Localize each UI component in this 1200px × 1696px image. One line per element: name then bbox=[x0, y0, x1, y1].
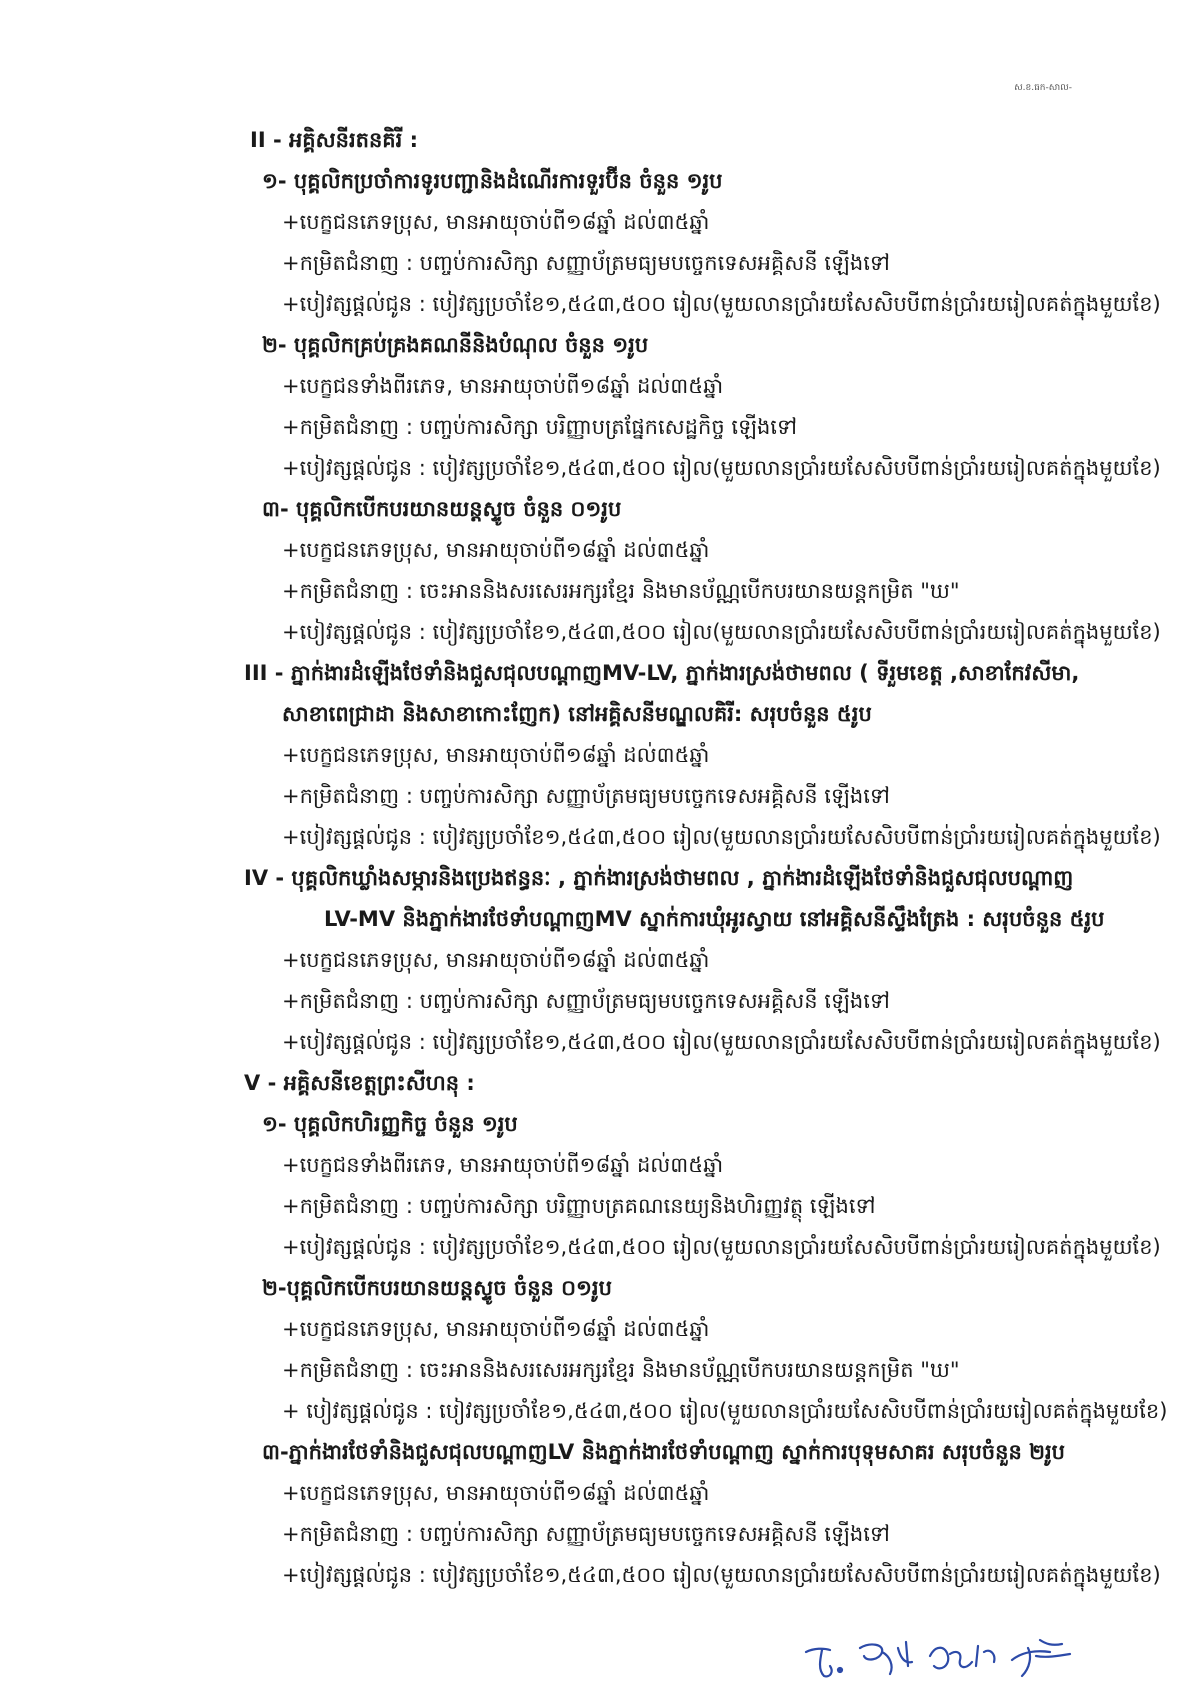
detail-line: + បៀវត្សផ្តល់ជូន : បៀវត្សប្រចាំខែ១,៥៤៣,៥០០ រៀល(មួយលានប្រាំរយសែសិបបីពាន់ប្រាំរយរៀលគត់ក្នុងមួយខែ) bbox=[282, 1399, 1168, 1423]
detail-line: +កម្រិតជំនាញ : បញ្ចប់ការសិក្សា សញ្ញាប័ត្រមធ្យមបច្ចេកទេសអគ្គិសនី ឡើងទៅ bbox=[282, 251, 890, 275]
section-heading: ២- បុគ្គលិកគ្រប់គ្រងគណនីនិងបំណុល ចំនួន ១រូប bbox=[262, 333, 649, 357]
detail-line: +កម្រិតជំនាញ : ចេះអាននិងសរសេរអក្សរខ្មែរ និងមានប័ណ្ណបើកបរយានយន្តកម្រិត "ឃ" bbox=[282, 579, 960, 603]
detail-line: +កម្រិតជំនាញ : បញ្ចប់ការសិក្សា សញ្ញាប័ត្រមធ្យមបច្ចេកទេសអគ្គិសនី ឡើងទៅ bbox=[282, 784, 890, 808]
section-heading: ៣- បុគ្គលិកបើកបរយានយន្តស្ទូច ចំនួន ០១រូប bbox=[262, 497, 622, 521]
detail-line: +កម្រិតជំនាញ : ចេះអាននិងសរសេរអក្សរខ្មែរ និងមានប័ណ្ណបើកបរយានយន្តកម្រិត "ឃ" bbox=[282, 1358, 960, 1382]
detail-line: +បេក្ខជនភេទប្រុស, មានអាយុចាប់ពី១៨ឆ្នាំ ដល់៣៥ឆ្នាំ bbox=[282, 538, 710, 562]
section-heading: ១- បុគ្គលិកប្រចាំការទូរបញ្ជានិងដំណើរការទួរប៊ីន ចំនួន ១រូប bbox=[262, 169, 723, 193]
initial-dot bbox=[838, 1668, 842, 1672]
section-heading: សាខាពេជ្រាដា និងសាខាកោះញែក) នៅអគ្គិសនីមណ្ឌលគិរី: សរុបចំនួន ៥រូប bbox=[282, 702, 872, 726]
reference-code: ស.ខ.ធក-សាល- bbox=[1014, 83, 1072, 93]
detail-line: +បេក្ខជនទាំងពីរភេទ, មានអាយុចាប់ពី១៨ឆ្នាំ ដល់៣៥ឆ្នាំ bbox=[282, 374, 724, 398]
initial-stroke bbox=[1012, 1640, 1070, 1676]
initial-stroke bbox=[860, 1642, 912, 1674]
detail-line: +បេក្ខជនភេទប្រុស, មានអាយុចាប់ពី១៨ឆ្នាំ ដល់៣៥ឆ្នាំ bbox=[282, 210, 710, 234]
detail-line: +បៀវត្សផ្តល់ជូន : បៀវត្សប្រចាំខែ១,៥៤៣,៥០០ រៀល(មួយលានប្រាំរយសែសិបបីពាន់ប្រាំរយរៀលគត់ក្នុងមួយខែ) bbox=[282, 456, 1161, 480]
section-heading: ៣-ភ្នាក់ងារថែទាំនិងជួសជុលបណ្តាញLV និងភ្នាក់ងារថែទាំបណ្តាញ ស្នាក់ការបុទុមសាគរ សរុបចំនួន ២រូប bbox=[262, 1440, 1065, 1464]
detail-line: +បៀវត្សផ្តល់ជូន : បៀវត្សប្រចាំខែ១,៥៤៣,៥០០ រៀល(មួយលានប្រាំរយសែសិបបីពាន់ប្រាំរយរៀលគត់ក្នុងមួយខែ) bbox=[282, 292, 1161, 316]
detail-line: +បេក្ខជនភេទប្រុស, មានអាយុចាប់ពី១៨ឆ្នាំ ដល់៣៥ឆ្នាំ bbox=[282, 948, 710, 972]
detail-line: +កម្រិតជំនាញ : បញ្ចប់ការសិក្សា សញ្ញាប័ត្រមធ្យមបច្ចេកទេសអគ្គិសនី ឡើងទៅ bbox=[282, 1522, 890, 1546]
detail-line: +បេក្ខជនភេទប្រុស, មានអាយុចាប់ពី១៨ឆ្នាំ ដល់៣៥ឆ្នាំ bbox=[282, 743, 710, 767]
detail-line: +បេក្ខជនភេទប្រុស, មានអាយុចាប់ពី១៨ឆ្នាំ ដល់៣៥ឆ្នាំ bbox=[282, 1481, 710, 1505]
detail-line: +បេក្ខជនភេទប្រុស, មានអាយុចាប់ពី១៨ឆ្នាំ ដល់៣៥ឆ្នាំ bbox=[282, 1317, 710, 1341]
detail-line: +កម្រិតជំនាញ : បញ្ចប់ការសិក្សា សញ្ញាប័ត្រមធ្យមបច្ចេកទេសអគ្គិសនី ឡើងទៅ bbox=[282, 989, 890, 1013]
detail-line: +កម្រិតជំនាញ : បញ្ចប់ការសិក្សា បរិញ្ញាបត្រគណនេយ្យនិងហិរញ្ញវត្ថុ ឡើងទៅ bbox=[282, 1194, 876, 1218]
detail-line: +បៀវត្សផ្តល់ជូន : បៀវត្សប្រចាំខែ១,៥៤៣,៥០០ រៀល(មួយលានប្រាំរយសែសិបបីពាន់ប្រាំរយរៀលគត់ក្នុងមួយខែ) bbox=[282, 1563, 1161, 1587]
detail-line: +បៀវត្សផ្តល់ជូន : បៀវត្សប្រចាំខែ១,៥៤៣,៥០០ រៀល(មួយលានប្រាំរយសែសិបបីពាន់ប្រាំរយរៀលគត់ក្នុងមួយខែ) bbox=[282, 825, 1161, 849]
detail-line: +បៀវត្សផ្តល់ជូន : បៀវត្សប្រចាំខែ១,៥៤៣,៥០០ រៀល(មួយលានប្រាំរយសែសិបបីពាន់ប្រាំរយរៀលគត់ក្នុងមួយខែ) bbox=[282, 1030, 1161, 1054]
detail-line: +បៀវត្សផ្តល់ជូន : បៀវត្សប្រចាំខែ១,៥៤៣,៥០០ រៀល(មួយលានប្រាំរយសែសិបបីពាន់ប្រាំរយរៀលគត់ក្នុងមួយខែ) bbox=[282, 620, 1161, 644]
detail-line: +បៀវត្សផ្តល់ជូន : បៀវត្សប្រចាំខែ១,៥៤៣,៥០០ រៀល(មួយលានប្រាំរយសែសិបបីពាន់ប្រាំរយរៀលគត់ក្នុងមួយខែ) bbox=[282, 1235, 1161, 1259]
section-heading: III - ភ្នាក់ងារដំឡើងថែទាំនិងជួសជុលបណ្តាញMV-LV, ភ្នាក់ងារស្រង់ថាមពល ( ទីរួមខេត្ត ,សាខាកែវសីមា, bbox=[244, 661, 1080, 685]
handwritten-initials bbox=[800, 1626, 1130, 1686]
section-heading: ១- បុគ្គលិកហិរញ្ញកិច្ច ចំនួន ១រូប bbox=[262, 1112, 518, 1136]
detail-line: +កម្រិតជំនាញ : បញ្ចប់ការសិក្សា បរិញ្ញាបត្រផ្នែកសេដ្ឋកិច្ច ឡើងទៅ bbox=[282, 415, 797, 439]
section-heading: IV - បុគ្គលិកឃ្លាំងសម្ភារនិងប្រេងឥន្ធនៈ , ភ្នាក់ងារស្រង់ថាមពល , ភ្នាក់ងារដំឡើងថែទាំនិងជួសជុលបណ្តាញ bbox=[244, 866, 1074, 890]
section-heading: LV-MV និងភ្នាក់ងារថែទាំបណ្តាញMV ស្នាក់ការឃុំអូរស្វាយ នៅអគ្គិសនីស្ទឹងត្រែង : សរុបចំនួន ៥រូប bbox=[324, 907, 1105, 931]
section-heading: ២-បុគ្គលិកបើកបរយានយន្តស្ទូច ចំនួន ០១រូប bbox=[262, 1276, 612, 1300]
initial-stroke bbox=[930, 1646, 994, 1668]
detail-line: +បេក្ខជនទាំងពីរភេទ, មានអាយុចាប់ពី១៨ឆ្នាំ ដល់៣៥ឆ្នាំ bbox=[282, 1153, 724, 1177]
section-heading: II - អគ្គិសនីរតនគិរី : bbox=[250, 128, 418, 152]
initial-stroke bbox=[806, 1649, 832, 1677]
section-heading: V - អគ្គិសនីខេត្តព្រះសីហនុ : bbox=[244, 1071, 475, 1095]
